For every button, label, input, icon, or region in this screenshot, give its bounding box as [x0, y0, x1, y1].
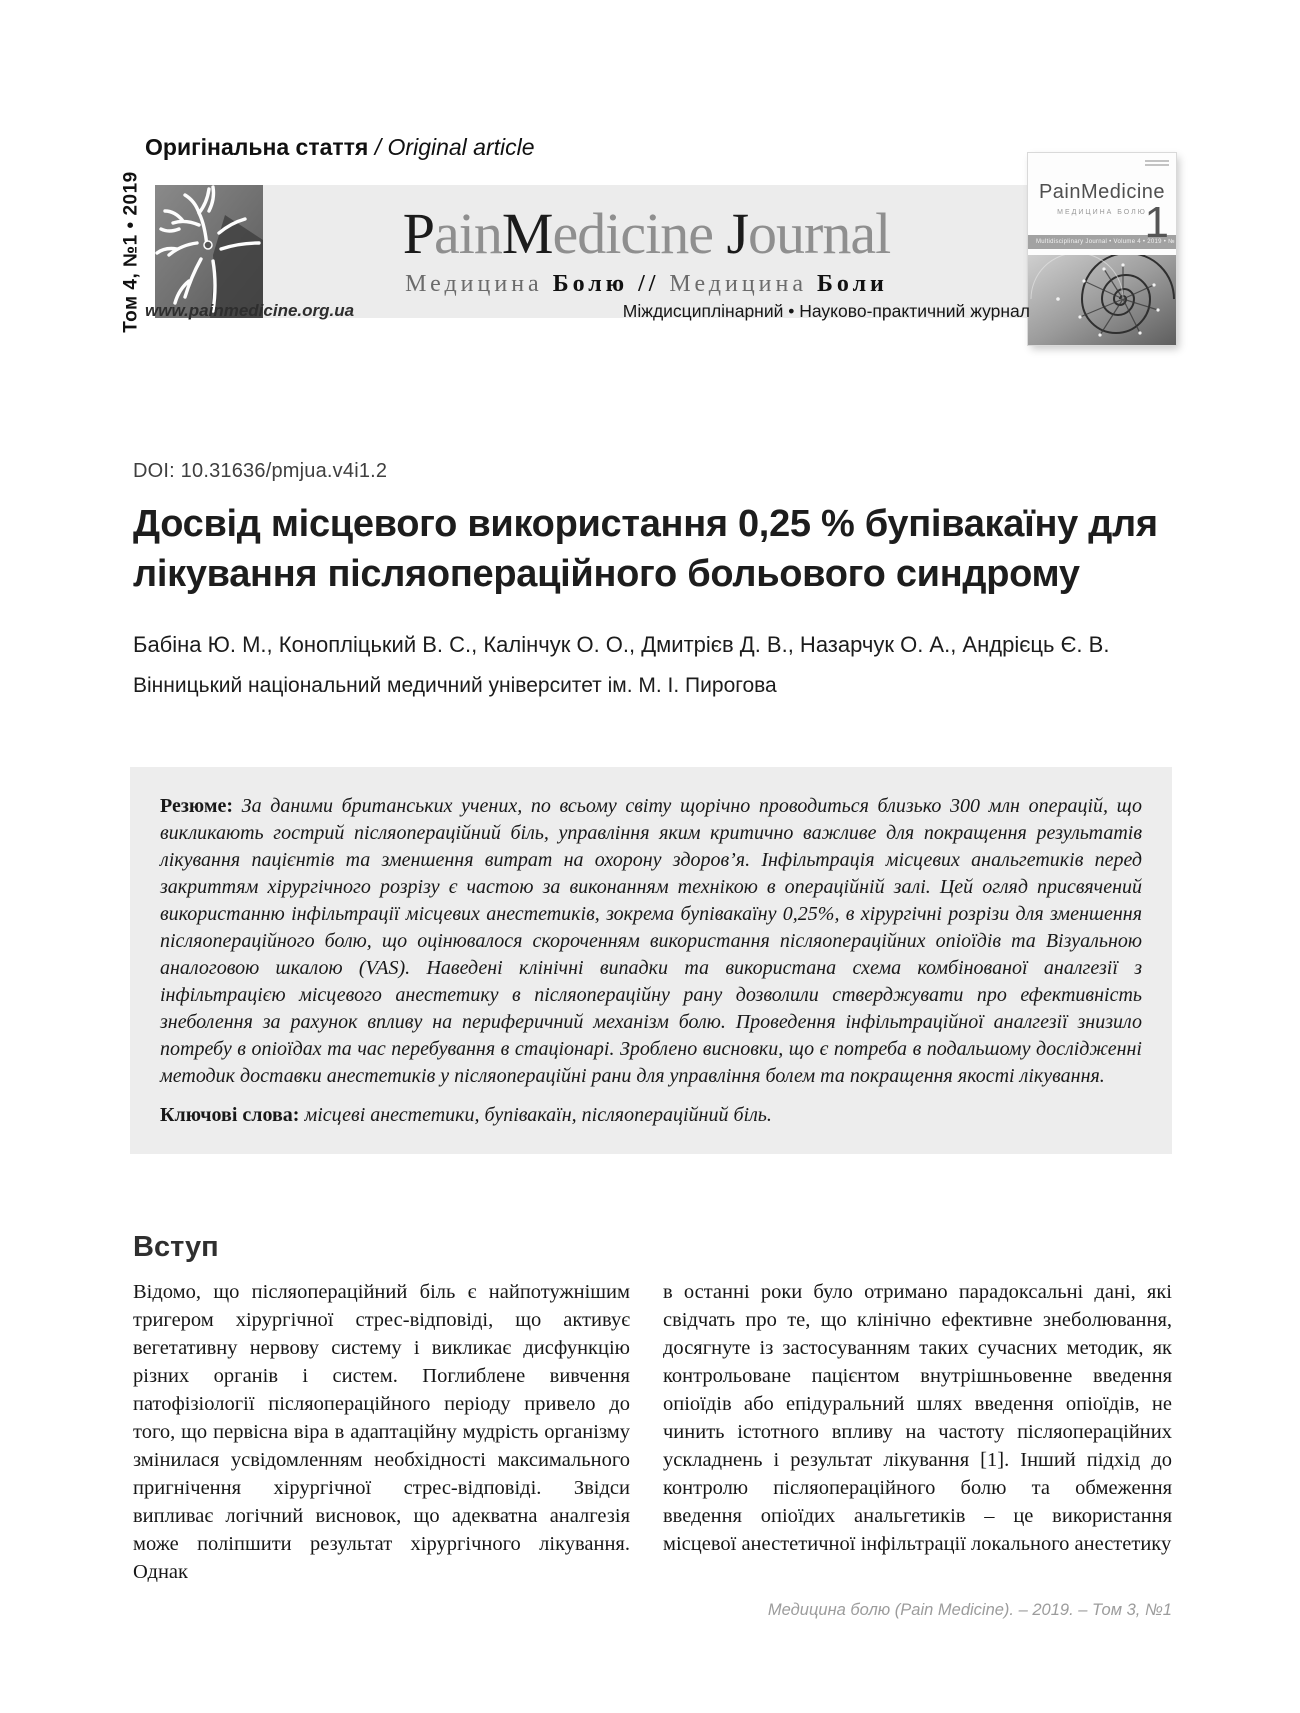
nautilus-shell-image	[1028, 255, 1176, 345]
cover-issue-number: 1	[1144, 198, 1169, 247]
page-footer-citation: Медицина болю (Pain Medicine). – 2019. – Том 3, №1	[767, 1601, 1172, 1619]
journal-cover-thumbnail	[1028, 153, 1176, 345]
doi-label: DOI: 10.31636/pmjua.v4i1.2	[133, 460, 388, 482]
neuron-image	[155, 185, 263, 318]
keywords-paragraph	[160, 1102, 1142, 1129]
keywords-label: Ключові слова:	[160, 1104, 305, 1126]
article-title-line2: лікування післяопераційного больового синдрому	[133, 553, 1080, 595]
article-content	[133, 460, 1173, 1586]
volume-issue-vertical-label: Том 4, №1 • 2019	[121, 170, 143, 333]
cover-band-text: Multidisciplinary Journal • Volume 4 • 2019 • №	[1028, 235, 1176, 249]
article-title	[133, 499, 1173, 599]
abstract-text: За даними британських учених, по всьому світу щорічно проводиться близько 300 млн операцій, що викликають гострий післяопераційний біль, управління яким критично важливе для покращення результатів лікування пацієнтів та зменшення витрат на охорону здоров’я. Інфільтрація місцевих анальгетиків перед закриттям хірургічного розрізу є частою за виконанням технікою в операційній залі. Цей огляд присвячений використанню інфільтрації місцевих анестетиків, зокрема бупівакаїну 0,25%, в хірургічні розрізи для зменшення післяопераційного болю, що оцінювалося скороченням використання післяопераційних опіоїдів та Візуальною аналоговою шкалою (VAS). Наведені клінічні випадки та використана схема комбінованої аналгезії з інфільтрацією місцевого анестетику в післяопераційну рану дозволили стверджувати про ефективність знеболення за рахунок впливу на периферичний механізм болю. Проведення інфільтраційної аналгезії знизило потребу в опіоїдах та час перебування в стаціонарі. Зроблено висновки, що є потреба в подальшому дослідженні методик доставки анестетиків у післяопераційні рани для управління болем та покращення якості лікування.	[160, 795, 1142, 1087]
journal-subtitle: Медицина Болю // Медицина Боли	[405, 271, 888, 297]
masthead	[263, 185, 1030, 318]
authors-line: Бабіна Ю. М., Конопліцький В. С., Калінчук О. О., Дмитрієв Д. В., Назарчук О. А., Андрієць Є. В.	[133, 632, 1110, 657]
cover-corner-text	[1145, 160, 1169, 168]
abstract-box	[130, 767, 1172, 1154]
affiliation-line: Вінницький національний медичний університет ім. М. І. Пирогова	[133, 674, 777, 697]
article-title-line1: Досвід місцевого використання 0,25 % бупівакаїну для	[133, 503, 1158, 545]
abstract-label: Резюме:	[160, 795, 242, 817]
journal-website-url: www.painmedicine.org.ua	[145, 301, 355, 320]
article-type-uk: Оригінальна стаття	[145, 134, 369, 160]
journal-title: PainMedicine Journal	[402, 201, 891, 266]
journal-tagline: Міждисциплінарний • Науково-практичний журнал	[622, 301, 1030, 321]
section-heading-intro: Вступ	[133, 1231, 219, 1263]
intro-column-right: в останні роки було отримано парадоксальні дані, які свідчать про те, що клінічно ефективне знеболювання, досягнуте із застосуванням таких сучасних методик, як контрольоване пацієнтом внутрішньовенне введення опіоїдів або епідуральний шлях введення опіоїдів, не чинить істотного впливу на частоту післяопераційних ускладнень і результат лікування [1]. Інший підхід до контролю післяопераційного болю та обмеження введення опіоїдих анальгетиків – це використання місцевої анестетичної інфільтрації локального анестетику	[663, 1281, 1172, 1555]
keywords-text: місцеві анестетики, бупівакаїн, післяопераційний біль.	[304, 1104, 772, 1126]
intro-column-left: Відомо, що післяопераційний біль є найпотужнішим тригером хірургічної стрес-відповіді, що активує вегетативну нервову систему і викликає дисфункцію різних органів і систем. Поглиблене вивчення патофізіології післяопераційного періоду привело до того, що первісна віра в адаптаційну мудрість організму змінилася усвідомленням необхідності максимального пригнічення хірургічної стрес-відповіді. Звідси випливає логічний висновок, що адекватна аналгезія може поліпшити результат хірургічного лікування. Однак	[133, 1281, 630, 1583]
intro-columns	[133, 1278, 1173, 1586]
article-type-label	[145, 134, 535, 161]
cover-title: PainMedicine	[1038, 181, 1166, 203]
cover-subtitle: МЕДИЦИНА БОЛЮ	[1057, 209, 1147, 216]
abstract-paragraph	[160, 793, 1142, 1090]
article-type-en: / Original article	[368, 134, 535, 160]
